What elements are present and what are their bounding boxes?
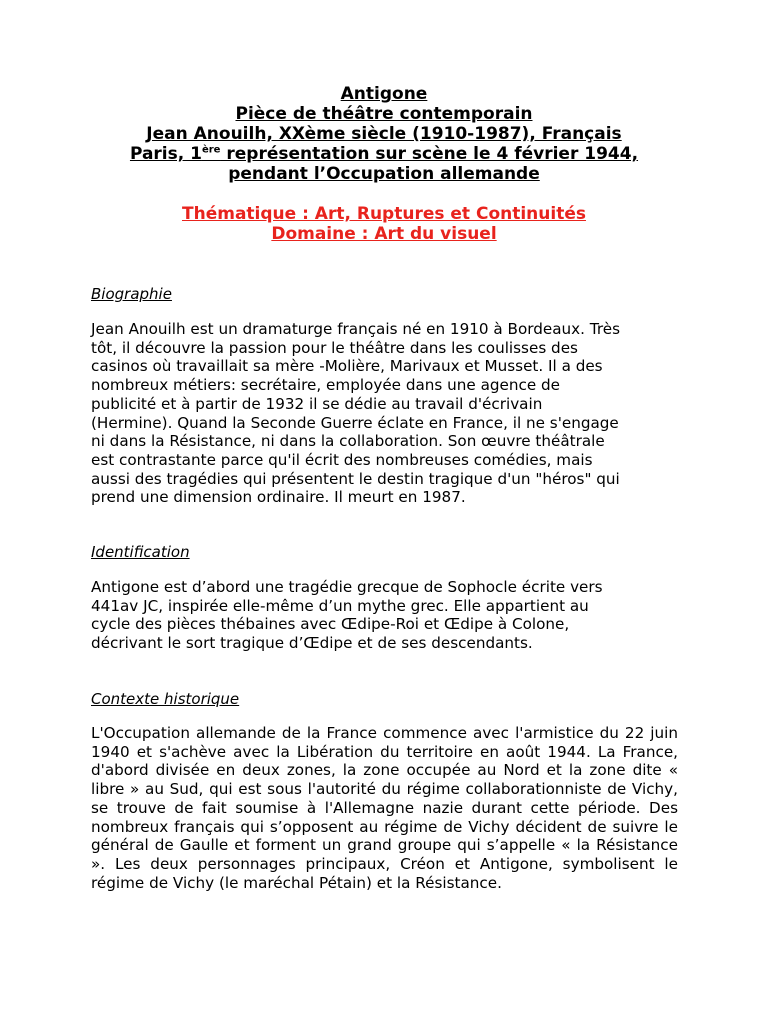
premiere-sup: ère <box>201 144 221 156</box>
identification-paragraph <box>91 578 691 653</box>
biographie-line: aussi des tragédies qui présentent le destin tragique d'un "héros" qui <box>91 469 620 488</box>
thematique-line <box>40 204 728 224</box>
contexte-heading: Contexte historique <box>91 690 240 708</box>
identification-line: 441av JC, inspirée elle-même d’un mythe grec. Elle appartient au <box>91 596 589 615</box>
biographie-line: tôt, il découvre la passion pour le théâtre dans les coulisses des <box>91 338 578 357</box>
document-header <box>40 84 728 184</box>
identification-line: Antigone est d’abord une tragédie grecque de Sophocle écrite vers <box>91 578 603 596</box>
biographie-line: nombreux métiers: secrétaire, employée dans une agence de <box>91 376 561 395</box>
domaine-line <box>40 224 728 244</box>
premiere-post: représentation sur scène le 4 février 1944, <box>220 144 639 164</box>
identification-heading: Identification <box>91 543 190 561</box>
premiere-info <box>130 144 638 164</box>
biographie-line: publicité et à partir de 1932 il se dédie au travail d'écrivain <box>91 394 543 413</box>
occupation-info: pendant l’Occupation allemande <box>228 164 540 184</box>
biographie-line: (Hermine). Quand la Seconde Guerre éclate en France, il ne s'engage <box>91 413 619 432</box>
title-line <box>40 84 728 104</box>
author-info: Jean Anouilh, XXème siècle (1910-1987), Français <box>146 124 622 144</box>
premiere-pre: Paris, 1 <box>129 144 202 164</box>
identification-line: cycle des pièces thébaines avec Œdipe-Roi et Œdipe à Colone, <box>91 615 570 634</box>
biographie-paragraph <box>91 320 691 507</box>
identification-line: décrivant le sort tragique d’Œdipe et de ses descendants. <box>91 634 533 653</box>
document-title: Antigone <box>340 84 428 104</box>
author-line <box>40 124 728 144</box>
thematique-text: Thématique : Art, Ruptures et Continuités <box>182 204 586 224</box>
domaine-text: Domaine : Art du visuel <box>271 224 497 244</box>
premiere-line <box>40 144 728 164</box>
contexte-paragraph: L'Occupation allemande de la France commence avec l'armistice du 22 juin 1940 et s'achève avec la Libération du territoire en août 1944. La France, d'abord divisée en deux zones, la zone occupée au Nord et la zone dite « libre » au Sud, qui est sous l'autorité du régime collaborationniste de Vichy, se trouve de fait soumise à l'Allemagne nazie durant cette période. Des nombreux français qui s’opposent au régime de Vichy décident de suivre le général de Gaulle et forment un grand groupe qui s’appelle « la Résistance ». Les deux personnages principaux, Créon et Antigone, symbolisent le régime de Vichy (le maréchal Pétain) et la Résistance. <box>91 724 678 892</box>
biographie-line: est contrastante parce qu'il écrit des nombreuses comédies, mais <box>91 450 593 469</box>
biographie-heading: Biographie <box>91 285 172 303</box>
biographie-line: prend une dimension ordinaire. Il meurt en 1987. <box>91 488 466 507</box>
biographie-line: Jean Anouilh est un dramaturge français né en 1910 à Bordeaux. Très <box>91 320 620 338</box>
subtitle-line <box>40 104 728 124</box>
occupation-line <box>40 164 728 184</box>
theme-block <box>40 204 728 244</box>
biographie-line: ni dans la Résistance, ni dans la collaboration. Son œuvre théâtrale <box>91 432 605 451</box>
document-subtitle: Pièce de théâtre contemporain <box>235 104 533 124</box>
biographie-line: casinos où travaillait sa mère -Molière, Marivaux et Musset. Il a des <box>91 357 603 376</box>
